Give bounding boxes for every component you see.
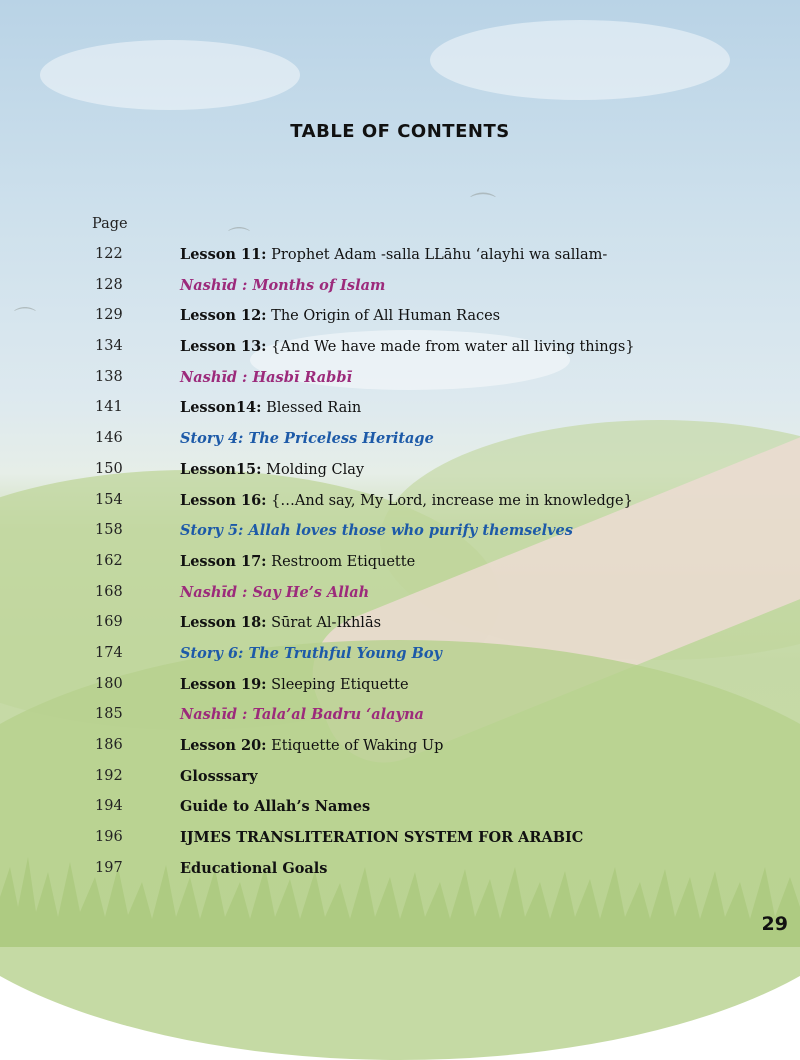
toc-page-number: 168 xyxy=(95,583,123,600)
toc-entry-label: Lesson 20: xyxy=(180,737,267,754)
toc-entry-label: Lesson14: xyxy=(180,399,262,417)
toc-entry xyxy=(0,798,800,829)
toc-entry xyxy=(0,706,800,737)
toc-page-number: 129 xyxy=(95,307,123,324)
toc-entry-title xyxy=(180,706,424,723)
bird-icon: ⌒ xyxy=(14,307,37,332)
toc-entry-label: Lesson 11: xyxy=(180,246,267,263)
toc-entry-text: Story 5: Allah loves those who purify themselves xyxy=(180,522,573,540)
toc-entry xyxy=(0,614,800,645)
toc-page-number: 154 xyxy=(95,491,123,508)
toc-entry-title xyxy=(180,676,409,693)
toc-entry-label: Lesson 18: xyxy=(180,614,267,632)
toc-entry-title xyxy=(180,246,607,263)
toc-page-number: 180 xyxy=(95,675,123,692)
toc-page-number: 186 xyxy=(95,737,123,753)
toc-page-number: 146 xyxy=(95,430,123,447)
toc-list xyxy=(0,246,800,890)
toc-entry xyxy=(0,676,800,707)
toc-entry-text: Etiquette of Waking Up xyxy=(266,738,444,754)
toc-entry-text: The Origin of All Human Races xyxy=(266,308,501,325)
toc-entry-text: {…And say, My Lord, increase me in knowledge} xyxy=(266,492,633,509)
toc-entry xyxy=(0,246,800,277)
toc-entry-title xyxy=(180,430,434,447)
toc-entry-text: Glosssary xyxy=(180,767,258,785)
toc-entry-text: {And We have made from water all living things} xyxy=(266,339,635,356)
toc-entry xyxy=(0,430,800,461)
toc-entry-text: IJMES TRANSLITERATION SYSTEM FOR ARABIC xyxy=(180,829,584,847)
toc-entry-text: Prophet Adam -salla LLāhu ‘alayhi wa sallam- xyxy=(266,247,608,263)
toc-entry-title xyxy=(180,277,385,294)
toc-page-number: 122 xyxy=(95,246,123,262)
toc-page-number: 192 xyxy=(95,767,123,784)
toc-entry-title xyxy=(180,737,443,754)
toc-entry-label: Lesson 17: xyxy=(180,552,267,570)
bird-icon: ⌒ xyxy=(228,227,251,252)
toc-page-number: 194 xyxy=(95,798,123,815)
toc-entry xyxy=(0,737,800,768)
toc-entry-label: Lesson 13: xyxy=(180,338,267,356)
toc-entry-text: Nashīd : Tala’al Badru ‘alayna xyxy=(180,706,424,724)
page-column-header: Page xyxy=(92,216,128,232)
toc-page-number: 128 xyxy=(95,276,123,293)
toc-entry-title xyxy=(180,768,258,785)
toc-entry-text: Molding Clay xyxy=(261,461,365,478)
toc-entry xyxy=(0,399,800,430)
toc-entry-title xyxy=(180,860,327,877)
cloud xyxy=(40,40,300,110)
toc-entry-text: Story 4: The Priceless Heritage xyxy=(180,430,434,448)
toc-entry xyxy=(0,768,800,799)
toc-entry-text: Story 6: The Truthful Young Boy xyxy=(180,644,442,662)
toc-entry-title xyxy=(180,492,633,509)
bird-icon: ⌒ xyxy=(470,192,497,222)
toc-page-number: 174 xyxy=(95,644,123,661)
toc-entry-title xyxy=(180,829,583,846)
toc-entry-text: Nashīd : Hasbī Rabbī xyxy=(180,368,352,386)
toc-entry-title xyxy=(180,307,500,324)
toc-entry-label: Lesson 12: xyxy=(180,307,267,325)
toc-entry-title xyxy=(180,614,381,631)
toc-page-number: 150 xyxy=(95,460,123,477)
toc-page-number: 158 xyxy=(95,522,123,539)
toc-entry-title xyxy=(180,338,635,355)
toc-entry-title xyxy=(180,461,364,478)
toc-entry-title xyxy=(180,522,573,539)
toc-entry xyxy=(0,829,800,860)
toc-entry xyxy=(0,461,800,492)
toc-entry-text: Restroom Etiquette xyxy=(266,553,416,570)
toc-entry-title xyxy=(180,369,352,386)
toc-entry-text: Blessed Rain xyxy=(261,400,362,417)
toc-entry-title xyxy=(180,553,415,570)
toc-page-number: 141 xyxy=(95,399,123,416)
toc-page-number: 185 xyxy=(95,706,123,723)
toc-entry-label: Lesson 16: xyxy=(180,491,267,509)
toc-entry-label: Lesson 19: xyxy=(180,675,267,693)
toc-entry xyxy=(0,584,800,615)
toc-entry-title xyxy=(180,645,442,662)
toc-entry xyxy=(0,553,800,584)
toc-page-number: 197 xyxy=(95,859,123,876)
toc-entry xyxy=(0,860,800,891)
page-number: 29 xyxy=(761,913,788,935)
toc-entry xyxy=(0,307,800,338)
cloud xyxy=(430,20,730,100)
toc-page-number: 134 xyxy=(95,338,123,355)
toc-entry xyxy=(0,645,800,676)
toc-entry-title xyxy=(180,584,369,601)
toc-entry-label: Lesson15: xyxy=(180,460,262,478)
toc-page-number: 196 xyxy=(95,829,123,846)
toc-entry xyxy=(0,369,800,400)
toc-entry xyxy=(0,492,800,523)
toc-entry-text: Guide to Allah’s Names xyxy=(180,798,371,816)
toc-entry-text: Sūrat Al-Ikhlās xyxy=(266,615,382,632)
toc-entry-text: Sleeping Etiquette xyxy=(266,676,409,693)
toc-page-number: 169 xyxy=(95,614,123,631)
toc-entry-text: Nashīd : Months of Islam xyxy=(180,276,386,294)
toc-page-number: 138 xyxy=(95,368,123,385)
toc-entry xyxy=(0,522,800,553)
toc-entry-text: Educational Goals xyxy=(180,859,328,877)
toc-page-number: 162 xyxy=(95,552,123,569)
toc-entry-title xyxy=(180,798,370,815)
toc-entry xyxy=(0,277,800,308)
page-title: TABLE OF CONTENTS xyxy=(290,121,510,142)
toc-entry-title xyxy=(180,399,361,416)
toc-entry xyxy=(0,338,800,369)
toc-entry-text: Nashīd : Say He’s Allah xyxy=(180,583,370,601)
